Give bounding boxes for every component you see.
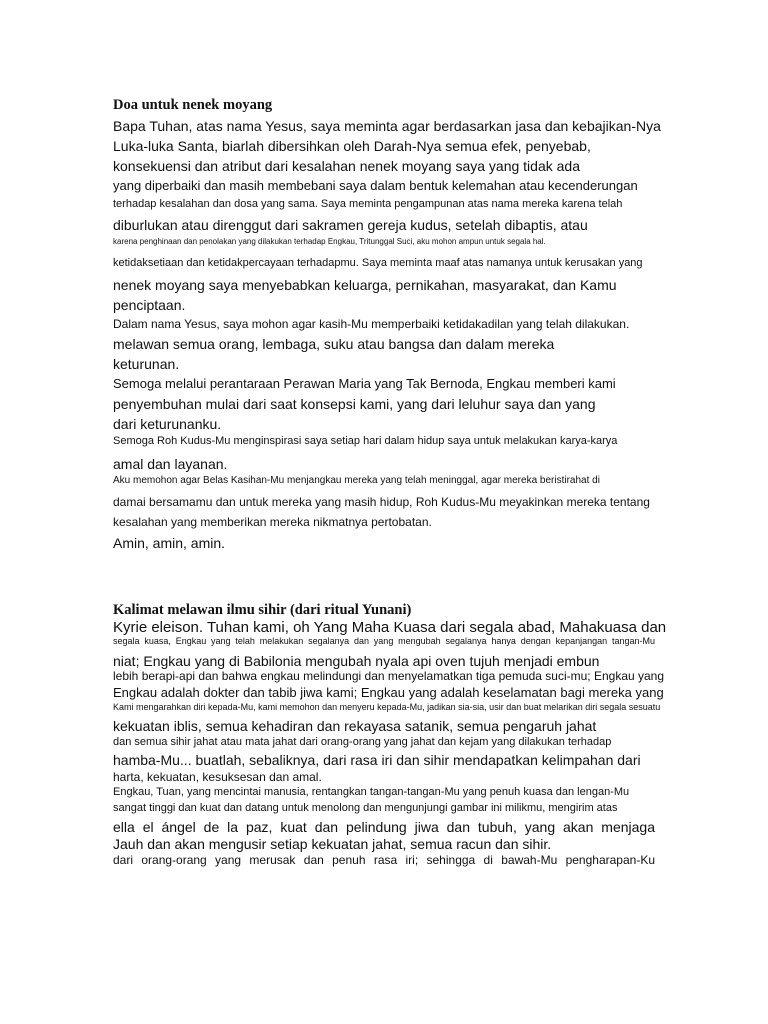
text-line: Luka-luka Santa, biarlah dibersihkan oleh Darah-Nya semua efek, penyebab, xyxy=(113,138,591,154)
text-line: hamba-Mu... buatlah, sebaliknya, dari rasa iri dan sihir mendapatkan kelimpahan dari xyxy=(113,752,641,768)
text-line: Aku memohon agar Belas Kasihan-Mu menjangkau mereka yang telah meninggal, agar mereka beristirahat di xyxy=(113,475,600,486)
text-line: sangat tinggi dan kuat dan datang untuk menolong dan mengunjungi gambar ini milikmu, mengirim atas xyxy=(113,802,618,814)
text-line: Dalam nama Yesus, saya mohon agar kasih-Mu memperbaiki ketidakadilan yang telah dilakukan. xyxy=(113,317,630,331)
text-line: Kyrie eleison. Tuhan kami, oh Yang Maha Kuasa dari segala abad, Mahakuasa dan xyxy=(113,619,667,636)
text-line: harta, kekuatan, kesuksesan dan amal. xyxy=(113,770,322,784)
text-line: penciptaan. xyxy=(113,297,186,313)
text-line: melawan semua orang, lembaga, suku atau bangsa dan dalam mereka xyxy=(113,336,555,352)
text-line: dari keturunanku. xyxy=(113,416,222,432)
text-line: ketidaksetiaan dan ketidakpercayaan terhadapmu. Saya meminta maaf atas namanya untuk kerusakan yang xyxy=(113,257,643,269)
text-line: Semoga Roh Kudus-Mu menginspirasi saya setiap hari dalam hidup saya untuk melakukan karya-karya xyxy=(113,435,618,447)
text-line: Jauh dan akan mengusir setiap kekuatan jahat, semua racun dan sihir. xyxy=(113,836,552,852)
text-line: Semoga melalui perantaraan Perawan Maria yang Tak Bernoda, Engkau memberi kami xyxy=(113,376,616,391)
text-line: kekuatan iblis, semua kehadiran dan rekayasa satanik, semua pengaruh jahat xyxy=(113,718,597,734)
text-line: karena penghinaan dan penolakan yang dilakukan terhadap Engkau, Tritunggal Suci, aku mohon ampun untuk segala hal. xyxy=(113,237,546,246)
text-line: damai bersamamu dan untuk mereka yang masih hidup, Roh Kudus-Mu meyakinkan mereka tentang xyxy=(113,495,650,509)
text-line: Kami mengarahkan diri kepada-Mu, kami memohon dan menyeru kepada-Mu, jadikan sia-sia, usir dan buat melarikan diri segala sesuatu xyxy=(113,702,661,712)
text-line: ella el ángel de la paz, kuat dan pelindung jiwa dan tubuh, yang akan menjaga xyxy=(113,819,655,835)
text-line: Engkau adalah dokter dan tabib jiwa kami; Engkau yang adalah keselamatan bagi mereka yang xyxy=(113,685,664,700)
text-line: kesalahan yang memberikan mereka nikmatnya pertobatan. xyxy=(113,515,432,529)
text-line: diburlukan atau direnggut dari sakramen gereja kudus, setelah dibaptis, atau xyxy=(113,217,588,233)
text-line: Amin, amin, amin. xyxy=(113,535,226,551)
text-line: yang diperbaiki dan masih membebani saya dalam bentuk kelemahan atau kecenderungan xyxy=(113,178,638,193)
section-title-anti-witchcraft: Kalimat melawan ilmu sihir (dari ritual Yunani) xyxy=(113,602,412,618)
text-line: Bapa Tuhan, atas nama Yesus, saya meminta agar berdasarkan jasa dan kebajikan-Nya xyxy=(113,118,661,134)
text-line: dan semua sihir jahat atau mata jahat dari orang-orang yang jahat dan kejam yang dilakukan terhadap xyxy=(113,736,612,748)
text-line: keturunan. xyxy=(113,356,180,372)
text-line: konsekuensi dan atribut dari kesalahan nenek moyang saya yang tidak ada xyxy=(113,158,580,174)
text-line: Engkau, Tuan, yang mencintai manusia, rentangkan tangan-tangan-Mu yang penuh kuasa dan lengan-Mu xyxy=(113,786,630,798)
text-line: niat; Engkau yang di Babilonia mengubah nyala api oven tujuh menjadi embun xyxy=(113,653,600,669)
text-line: amal dan layanan. xyxy=(113,456,228,472)
text-line: terhadap kesalahan dan dosa yang sama. Saya meminta pengampunan atas nama mereka karena telah xyxy=(113,198,623,210)
text-line: segala kuasa, Engkau yang telah melakukan segalanya dan yang mengubah segalanya hanya dengan kepanjangan tangan-Mu xyxy=(113,636,655,646)
text-line: nenek moyang saya menyebabkan keluarga, pernikahan, masyarakat, dan Kamu xyxy=(113,277,617,293)
section-title-ancestors-prayer: Doa untuk nenek moyang xyxy=(113,97,273,113)
text-line: lebih berapi-api dan bahwa engkau melindungi dan menyelamatkan tiga pemuda suci-mu; Engkau yang xyxy=(113,669,665,683)
text-line: penyembuhan mulai dari saat konsepsi kami, yang dari leluhur saya dan yang xyxy=(113,396,596,412)
text-line: dari orang-orang yang merusak dan penuh rasa iri; sehingga di bawah-Mu pengharapan-Ku xyxy=(113,853,655,867)
